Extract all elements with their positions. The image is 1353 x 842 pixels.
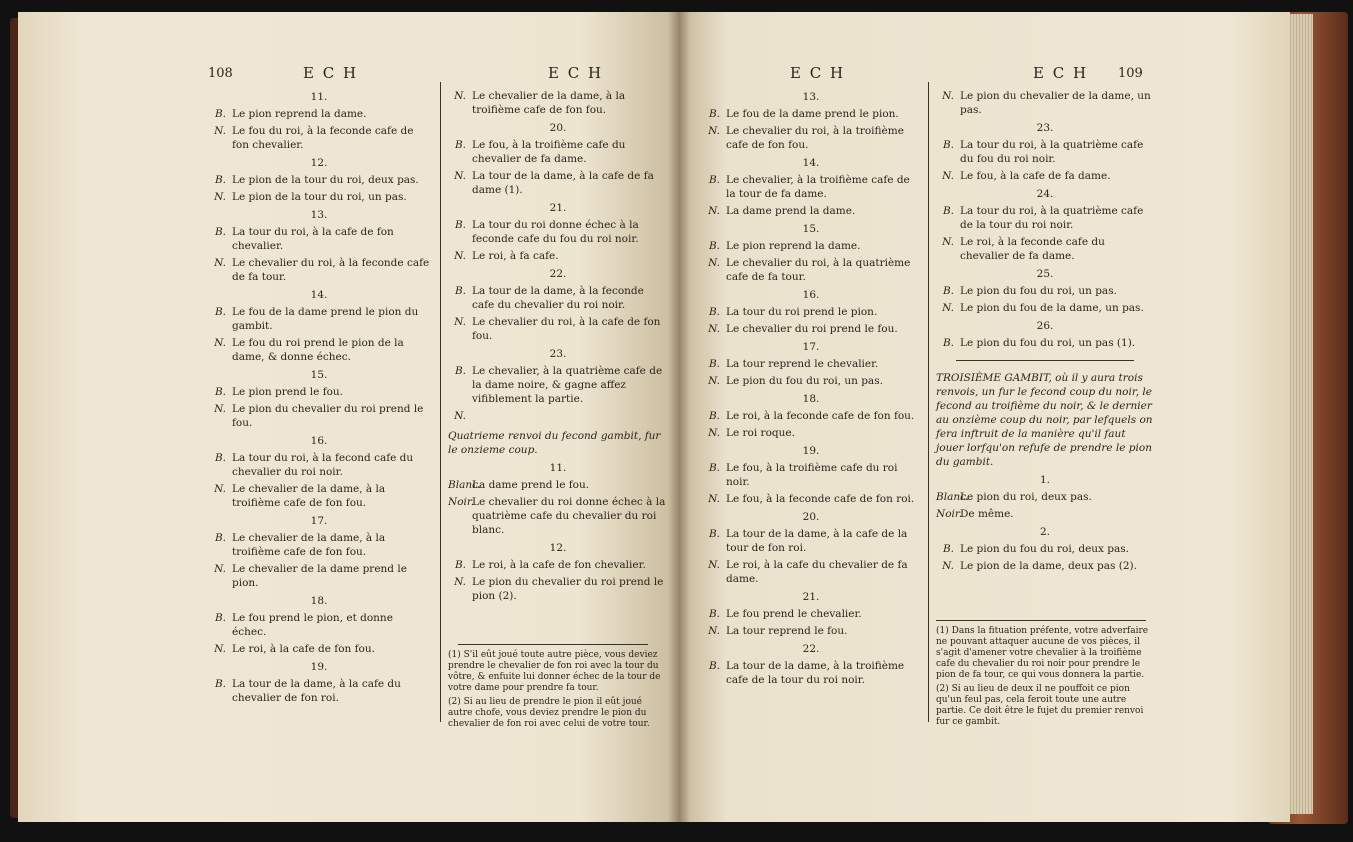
move-number: 13. xyxy=(310,209,328,221)
player-label: B. xyxy=(454,219,466,231)
player-label: N. xyxy=(942,560,954,572)
move-entry xyxy=(208,385,430,399)
move-number: 19. xyxy=(802,445,820,457)
player-label: N. xyxy=(214,403,226,415)
move-entry xyxy=(702,492,920,506)
move-number: 26. xyxy=(1036,320,1054,332)
move-text: La dame prend le fou. xyxy=(472,479,590,491)
move-text: La tour du roi, à la quatrième cafe du fou du roi noir. xyxy=(960,139,1144,165)
section-title: TROISIÈME GAMBIT, où il y aura trois renvois, un fur le fecond coup du noir, le fecond au troifième du noir, & le dernier au onzième coup du noir, par lefquels on fera inftruit de la manière qu'il faut jouer lorfqu'on refufe de prendre le pion du gambit. xyxy=(936,372,1153,468)
player-label: B. xyxy=(708,358,720,370)
move-entry xyxy=(702,527,920,555)
move-entry xyxy=(448,249,668,263)
player-label: B. xyxy=(708,240,720,252)
section-title: Quatrieme renvoi du fecond gambit, fur le onzieme coup. xyxy=(448,430,661,456)
move-text: Le chevalier du roi, à la troifième cafe de fon fou. xyxy=(726,125,904,151)
move-number: 2. xyxy=(1039,526,1051,538)
move-text: Le pion du fou du roi, un pas. xyxy=(960,285,1117,297)
move-entry xyxy=(702,659,920,687)
player-label: N. xyxy=(214,337,226,349)
move-text: Le fou de la dame prend le pion. xyxy=(726,108,899,120)
player-label: B. xyxy=(708,108,720,120)
move-text: Le chevalier du roi, à la feconde cafe de fa tour. xyxy=(232,257,430,283)
move-entry xyxy=(448,478,668,492)
move-text: Le fou, à la feconde cafe de fon roi. xyxy=(726,493,915,505)
player-label: N. xyxy=(708,427,720,439)
player-label: N. xyxy=(454,576,466,588)
running-header: E C H xyxy=(790,64,846,82)
move-entry xyxy=(208,173,430,187)
move-entry xyxy=(208,256,430,284)
move-text: Le fou de la dame prend le pion du gambit. xyxy=(232,306,419,332)
move-text: Le pion de la tour du roi, un pas. xyxy=(232,191,407,203)
page-number-right: 109 xyxy=(1118,66,1143,81)
move-entry xyxy=(702,204,920,218)
right-column-1 xyxy=(702,86,920,690)
player-label: B. xyxy=(942,285,954,297)
move-entry xyxy=(702,357,920,371)
move-entry xyxy=(936,235,1154,263)
move-text: Le pion de la dame, deux pas (2). xyxy=(960,560,1137,572)
move-entry xyxy=(936,284,1154,298)
player-label: B. xyxy=(214,612,226,624)
move-entry xyxy=(936,138,1154,166)
move-text: Le chevalier du roi, à la cafe de fon fou. xyxy=(472,316,661,342)
running-header: E C H xyxy=(1033,64,1089,82)
move-entry xyxy=(208,402,430,430)
move-text: La tour de la dame, à la cafe du chevalier de fon roi. xyxy=(232,678,401,704)
footnote: (1) Dans la fituation préfente, votre adverfaire ne pouvant attaquer aucune de vos pièces, il s'agit d'amener votre chevalier à la troifième cafe du chevalier du roi noir pour prendre le pion de fa tour, ce qui vous donnera la partie. xyxy=(936,626,1149,680)
move-text xyxy=(472,409,668,423)
right-page xyxy=(678,12,1290,822)
move-text: Le chevalier de la dame, à la troifième cafe de fon fou. xyxy=(232,532,386,558)
player-label: B. xyxy=(942,139,954,151)
player-label: N. xyxy=(708,493,720,505)
move-number: 12. xyxy=(549,542,567,554)
move-entry xyxy=(448,575,668,603)
move-text: Le fou prend le chevalier. xyxy=(726,608,862,620)
move-entry xyxy=(208,642,430,656)
move-number: 11. xyxy=(310,91,328,103)
move-entry xyxy=(208,107,430,121)
move-text: La tour de la dame, à la feconde cafe du chevalier du roi noir. xyxy=(472,285,644,311)
player-label: B. xyxy=(214,174,226,186)
footnote-rule xyxy=(458,644,648,645)
left-page xyxy=(18,12,678,822)
player-label: B. xyxy=(454,285,466,297)
move-number: 23. xyxy=(549,348,567,360)
player-label: B. xyxy=(214,678,226,690)
move-text: La tour du roi, à la fecond cafe du chevalier du roi noir. xyxy=(232,452,414,478)
move-number: 16. xyxy=(802,289,820,301)
player-label: N. xyxy=(454,90,466,102)
player-label: B. xyxy=(708,306,720,318)
player-label: N. xyxy=(708,257,720,269)
move-text: La tour du roi donne échec à la feconde cafe du fou du roi noir. xyxy=(472,219,639,245)
move-text: Le pion reprend la dame. xyxy=(726,240,861,252)
footnote: (2) Si au lieu de prendre le pion il eût joué autre chofe, vous deviez prendre le pion du chevalier de fon roi avec celui de votre tour. xyxy=(448,697,650,729)
player-label: N. xyxy=(942,302,954,314)
player-label: N. xyxy=(708,125,720,137)
move-number: 15. xyxy=(310,369,328,381)
move-entry xyxy=(448,409,668,423)
move-text: La tour reprend le fou. xyxy=(726,625,848,637)
player-label: N. xyxy=(708,205,720,217)
column-rule xyxy=(440,82,441,722)
player-label: N. xyxy=(214,125,226,137)
move-number: 13. xyxy=(802,91,820,103)
right-footnotes xyxy=(936,626,1154,731)
move-entry xyxy=(702,305,920,319)
move-entry xyxy=(936,559,1154,573)
move-text: La tour de la dame, à la cafe de la tour de fon roi. xyxy=(726,528,908,554)
player-label: B. xyxy=(708,608,720,620)
move-text: La tour du roi, à la quatrième cafe de la tour du roi noir. xyxy=(960,205,1144,231)
move-entry xyxy=(702,107,920,121)
player-label: N. xyxy=(708,375,720,387)
move-number: 22. xyxy=(802,643,820,655)
player-label: N. xyxy=(454,170,466,182)
move-entry xyxy=(936,490,1154,504)
move-entry xyxy=(448,218,668,246)
move-entry xyxy=(702,607,920,621)
move-entry xyxy=(936,336,1154,350)
player-label: N. xyxy=(708,625,720,637)
player-label: B. xyxy=(214,108,226,120)
move-text: La dame prend la dame. xyxy=(726,205,856,217)
move-number: 14. xyxy=(310,289,328,301)
move-number: 16. xyxy=(310,435,328,447)
player-label: N. xyxy=(454,250,466,262)
player-label: B. xyxy=(708,660,720,672)
move-entry xyxy=(448,284,668,312)
move-text: La tour de la dame, à la troifième cafe de la tour du roi noir. xyxy=(726,660,905,686)
move-entry xyxy=(936,204,1154,232)
move-entry xyxy=(208,305,430,333)
footnote: (2) Si au lieu de deux il ne pouffoit ce pion qu'un feul pas, cela feroit toute une autre partie. Ce doit être le fujet du premier renvoi fur ce gambit. xyxy=(936,684,1144,727)
running-header: E C H xyxy=(303,64,359,82)
section-rule xyxy=(956,360,1134,361)
move-text: Le fou, à la troifième cafe du roi noir. xyxy=(726,462,898,488)
move-text: Le fou, à la troifième cafe du chevalier de fa dame. xyxy=(472,139,626,165)
move-text: Le pion du chevalier de la dame, un pas. xyxy=(960,90,1151,116)
player-label: B. xyxy=(708,462,720,474)
move-text: Le chevalier de la dame, à la troifième cafe de fon fou. xyxy=(472,90,626,116)
move-entry xyxy=(208,336,430,364)
right-column-2 xyxy=(936,86,1154,576)
left-column-2 xyxy=(448,86,668,606)
move-text: Le pion du fou du roi, deux pas. xyxy=(960,543,1130,555)
player-label: B. xyxy=(708,174,720,186)
move-number: 22. xyxy=(549,268,567,280)
move-entry xyxy=(208,451,430,479)
column-rule xyxy=(928,82,929,722)
move-entry xyxy=(702,322,920,336)
move-text: Le roi, à la feconde cafe du chevalier de fa dame. xyxy=(960,236,1105,262)
player-label: B. xyxy=(942,543,954,555)
player-label: N. xyxy=(454,316,466,328)
player-label: Blanc. xyxy=(448,479,482,491)
move-entry xyxy=(702,461,920,489)
left-column-1 xyxy=(208,86,430,708)
move-entry xyxy=(208,562,430,590)
move-entry xyxy=(208,531,430,559)
page-number-left: 108 xyxy=(208,66,233,81)
move-number: 20. xyxy=(549,122,567,134)
move-text: Le chevalier de la dame prend le pion. xyxy=(232,563,407,589)
move-text: Le chevalier du roi donne échec à la quatrième cafe du chevalier du roi blanc. xyxy=(472,496,666,536)
move-text: Le roi roque. xyxy=(726,427,795,439)
move-entry xyxy=(936,542,1154,556)
move-entry xyxy=(702,124,920,152)
player-label: B. xyxy=(708,410,720,422)
move-entry xyxy=(208,611,430,639)
footnote-rule xyxy=(936,620,1146,621)
move-number: 19. xyxy=(310,661,328,673)
move-entry xyxy=(208,190,430,204)
move-text: Le chevalier du roi prend le fou. xyxy=(726,323,898,335)
player-label: Blanc. xyxy=(936,491,970,503)
move-text: Le pion prend le fou. xyxy=(232,386,344,398)
running-header: E C H xyxy=(548,64,604,82)
move-text: La tour du roi, à la cafe de fon chevalier. xyxy=(232,226,394,252)
player-label: B. xyxy=(214,532,226,544)
move-text: Le roi, à fa cafe. xyxy=(472,250,559,262)
move-entry xyxy=(448,558,668,572)
player-label: B. xyxy=(708,528,720,540)
move-number: 17. xyxy=(802,341,820,353)
move-entry xyxy=(936,301,1154,315)
player-label: N. xyxy=(708,323,720,335)
move-number: 20. xyxy=(802,511,820,523)
move-entry xyxy=(448,364,668,406)
move-number: 21. xyxy=(802,591,820,603)
move-entry xyxy=(448,89,668,117)
player-label: N. xyxy=(214,563,226,575)
move-number: 12. xyxy=(310,157,328,169)
move-text: Le pion reprend la dame. xyxy=(232,108,367,120)
move-entry xyxy=(208,225,430,253)
move-text: La tour reprend le chevalier. xyxy=(726,358,879,370)
move-text: Le pion du fou du roi, un pas (1). xyxy=(960,337,1136,349)
move-number: 25. xyxy=(1036,268,1054,280)
move-entry xyxy=(702,558,920,586)
move-number: 18. xyxy=(310,595,328,607)
move-text: Le fou prend le pion, et donne échec. xyxy=(232,612,393,638)
player-label: N. xyxy=(942,90,954,102)
player-label: N. xyxy=(214,257,226,269)
move-number: 17. xyxy=(310,515,328,527)
move-entry xyxy=(936,169,1154,183)
move-number: 21. xyxy=(549,202,567,214)
player-label: N. xyxy=(214,483,226,495)
move-entry xyxy=(702,173,920,201)
move-entry xyxy=(702,374,920,388)
move-number: 1. xyxy=(1039,474,1051,486)
move-number: 23. xyxy=(1036,122,1054,134)
move-entry xyxy=(702,256,920,284)
book-gutter xyxy=(668,12,690,822)
player-label: B. xyxy=(214,306,226,318)
move-text: Le pion du chevalier du roi prend le pion (2). xyxy=(472,576,664,602)
move-entry xyxy=(448,495,668,537)
player-label: N. xyxy=(454,410,466,422)
move-text: Le pion du roi, deux pas. xyxy=(960,491,1092,503)
player-label: B. xyxy=(214,226,226,238)
player-label: N. xyxy=(942,236,954,248)
move-entry xyxy=(936,507,1154,521)
player-label: B. xyxy=(214,452,226,464)
move-text: Le fou du roi, à la feconde cafe de fon chevalier. xyxy=(232,125,414,151)
player-label: Noir. xyxy=(448,496,475,508)
move-number: 24. xyxy=(1036,188,1054,200)
move-text: Le roi, à la cafe de fon chevalier. xyxy=(472,559,646,571)
move-text: Le fou, à la cafe de fa dame. xyxy=(960,170,1111,182)
player-label: N. xyxy=(214,191,226,203)
move-entry xyxy=(208,482,430,510)
move-text: Le roi, à la cafe de fon fou. xyxy=(232,643,375,655)
move-entry xyxy=(702,624,920,638)
move-text: Le chevalier du roi, à la quatrième cafe de fa tour. xyxy=(726,257,911,283)
player-label: N. xyxy=(942,170,954,182)
player-label: B. xyxy=(454,559,466,571)
move-text: Le roi, à la feconde cafe de fon fou. xyxy=(726,410,915,422)
move-entry xyxy=(208,124,430,152)
player-label: B. xyxy=(454,365,466,377)
player-label: N. xyxy=(214,643,226,655)
move-entry xyxy=(448,315,668,343)
move-text: La tour de la dame, à la cafe de fa dame (1). xyxy=(472,170,654,196)
move-number: 15. xyxy=(802,223,820,235)
player-label: Noir. xyxy=(936,508,963,520)
player-label: B. xyxy=(214,386,226,398)
move-entry xyxy=(936,89,1154,117)
move-text: Le roi, à la cafe du chevalier de fa dame. xyxy=(726,559,908,585)
move-number: 14. xyxy=(802,157,820,169)
move-text: La tour du roi prend le pion. xyxy=(726,306,878,318)
move-text: De même. xyxy=(960,508,1014,520)
footnote: (1) S'il eût joué toute autre pièce, vous deviez prendre le chevalier de fon roi avec la tour du vôtre, & enfuite lui donner échec de la tour de votre dame pour prendre fa tour. xyxy=(448,650,661,693)
move-entry xyxy=(702,409,920,423)
move-text: Le pion du chevalier du roi prend le fou. xyxy=(232,403,424,429)
move-text: Le pion du fou du roi, un pas. xyxy=(726,375,883,387)
move-entry xyxy=(448,169,668,197)
player-label: B. xyxy=(454,139,466,151)
move-entry xyxy=(208,677,430,705)
player-label: B. xyxy=(942,337,954,349)
move-text: Le pion de la tour du roi, deux pas. xyxy=(232,174,419,186)
move-number: 11. xyxy=(549,462,567,474)
player-label: B. xyxy=(942,205,954,217)
move-text: Le fou du roi prend le pion de la dame, & donne échec. xyxy=(232,337,404,363)
move-text: Le pion du fou de la dame, un pas. xyxy=(960,302,1144,314)
move-text: Le chevalier, à la troifième cafe de la tour de fa dame. xyxy=(726,174,910,200)
move-entry xyxy=(702,239,920,253)
move-text: Le chevalier de la dame, à la troifième cafe de fon fou. xyxy=(232,483,386,509)
move-entry xyxy=(448,138,668,166)
player-label: N. xyxy=(708,559,720,571)
move-number: 18. xyxy=(802,393,820,405)
move-entry xyxy=(702,426,920,440)
move-text: Le chevalier, à la quatrième cafe de la dame noire, & gagne affez vifiblement la partie. xyxy=(472,365,663,405)
left-footnotes xyxy=(448,650,668,733)
